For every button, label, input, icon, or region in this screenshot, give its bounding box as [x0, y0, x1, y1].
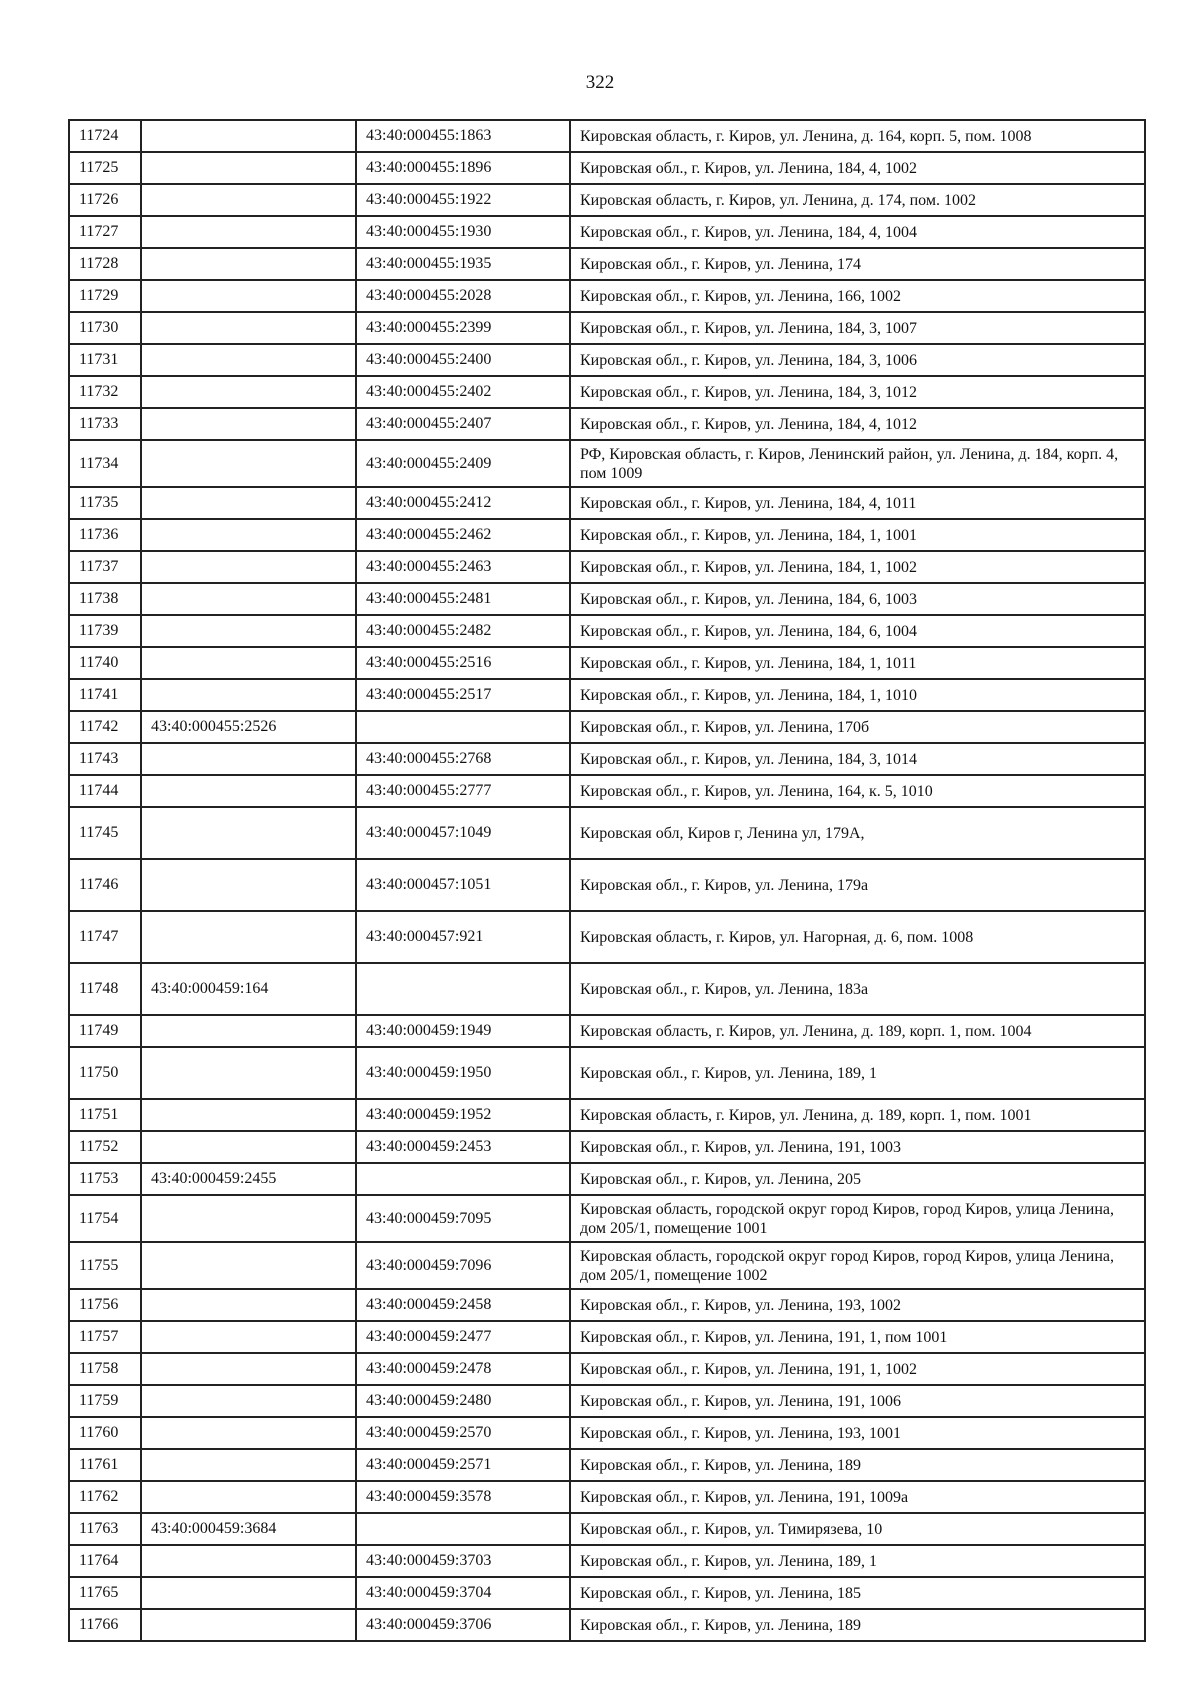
row-number-cell: 11726 — [69, 184, 141, 216]
parcel-cadastral-cell: 43:40:000455:2526 — [141, 711, 356, 743]
table-row — [69, 911, 1145, 963]
table-row — [69, 1577, 1145, 1609]
parcel-cadastral-cell — [141, 1047, 356, 1099]
row-number-cell: 11754 — [69, 1195, 141, 1242]
object-cadastral-cell: 43:40:000455:1863 — [356, 120, 570, 152]
parcel-cadastral-cell — [141, 551, 356, 583]
parcel-cadastral-cell — [141, 519, 356, 551]
parcel-cadastral-cell — [141, 807, 356, 859]
address-cell: Кировская обл., г. Киров, ул. Ленина, 184, 1, 1011 — [570, 647, 1145, 679]
object-cadastral-cell: 43:40:000457:1051 — [356, 859, 570, 911]
row-number-cell: 11733 — [69, 408, 141, 440]
address-cell: Кировская область, г. Киров, ул. Ленина, д. 189, корп. 1, пом. 1004 — [570, 1015, 1145, 1047]
row-number-cell: 11749 — [69, 1015, 141, 1047]
table-row — [69, 280, 1145, 312]
object-cadastral-cell: 43:40:000459:3703 — [356, 1545, 570, 1577]
address-cell: Кировская обл., г. Киров, ул. Ленина, 166, 1002 — [570, 280, 1145, 312]
parcel-cadastral-cell — [141, 487, 356, 519]
object-cadastral-cell: 43:40:000455:2777 — [356, 775, 570, 807]
table-row — [69, 711, 1145, 743]
parcel-cadastral-cell — [141, 1609, 356, 1641]
address-cell: РФ, Кировская область, г. Киров, Ленинский район, ул. Ленина, д. 184, корп. 4, пом 1009 — [570, 440, 1145, 487]
parcel-cadastral-cell — [141, 1481, 356, 1513]
parcel-cadastral-cell — [141, 647, 356, 679]
address-cell: Кировская обл., г. Киров, ул. Ленина, 189 — [570, 1609, 1145, 1641]
object-cadastral-cell: 43:40:000459:1949 — [356, 1015, 570, 1047]
address-cell: Кировская обл., г. Киров, ул. Ленина, 191, 1, 1002 — [570, 1353, 1145, 1385]
row-number-cell: 11751 — [69, 1099, 141, 1131]
row-number-cell: 11746 — [69, 859, 141, 911]
parcel-cadastral-cell — [141, 216, 356, 248]
object-cadastral-cell — [356, 1163, 570, 1195]
row-number-cell: 11765 — [69, 1577, 141, 1609]
object-cadastral-cell: 43:40:000455:2028 — [356, 280, 570, 312]
parcel-cadastral-cell — [141, 1289, 356, 1321]
table-row — [69, 487, 1145, 519]
object-cadastral-cell: 43:40:000455:2399 — [356, 312, 570, 344]
row-number-cell: 11729 — [69, 280, 141, 312]
parcel-cadastral-cell — [141, 1577, 356, 1609]
parcel-cadastral-cell — [141, 1242, 356, 1289]
table-row — [69, 376, 1145, 408]
address-cell: Кировская область, г. Киров, ул. Ленина, д. 174, пом. 1002 — [570, 184, 1145, 216]
row-number-cell: 11745 — [69, 807, 141, 859]
object-cadastral-cell: 43:40:000455:1896 — [356, 152, 570, 184]
parcel-cadastral-cell: 43:40:000459:164 — [141, 963, 356, 1015]
address-cell: Кировская обл., г. Киров, ул. Ленина, 193, 1002 — [570, 1289, 1145, 1321]
table-row — [69, 408, 1145, 440]
address-cell: Кировская обл., г. Киров, ул. Ленина, 184, 3, 1007 — [570, 312, 1145, 344]
object-cadastral-cell: 43:40:000459:2478 — [356, 1353, 570, 1385]
address-cell: Кировская обл., г. Киров, ул. Ленина, 184, 3, 1006 — [570, 344, 1145, 376]
table-row — [69, 1242, 1145, 1289]
address-cell: Кировская обл., г. Киров, ул. Ленина, 184, 1, 1001 — [570, 519, 1145, 551]
address-cell: Кировская обл., г. Киров, ул. Ленина, 191, 1009а — [570, 1481, 1145, 1513]
address-cell: Кировская обл., г. Киров, ул. Ленина, 184, 1, 1002 — [570, 551, 1145, 583]
table-row — [69, 1353, 1145, 1385]
row-number-cell: 11728 — [69, 248, 141, 280]
parcel-cadastral-cell — [141, 679, 356, 711]
row-number-cell: 11756 — [69, 1289, 141, 1321]
row-number-cell: 11760 — [69, 1417, 141, 1449]
parcel-cadastral-cell — [141, 1015, 356, 1047]
table-row — [69, 583, 1145, 615]
parcel-cadastral-cell — [141, 408, 356, 440]
row-number-cell: 11732 — [69, 376, 141, 408]
row-number-cell: 11766 — [69, 1609, 141, 1641]
row-number-cell: 11755 — [69, 1242, 141, 1289]
address-cell: Кировская область, городской округ город Киров, город Киров, улица Ленина, дом 205/1, помещение 1001 — [570, 1195, 1145, 1242]
address-cell: Кировская обл., г. Киров, ул. Ленина, 184, 1, 1010 — [570, 679, 1145, 711]
object-cadastral-cell: 43:40:000459:7096 — [356, 1242, 570, 1289]
table-row — [69, 1321, 1145, 1353]
parcel-cadastral-cell — [141, 440, 356, 487]
registry-body — [69, 120, 1145, 1641]
row-number-cell: 11725 — [69, 152, 141, 184]
parcel-cadastral-cell — [141, 911, 356, 963]
object-cadastral-cell: 43:40:000455:2481 — [356, 583, 570, 615]
object-cadastral-cell — [356, 1513, 570, 1545]
object-cadastral-cell: 43:40:000455:1935 — [356, 248, 570, 280]
table-row — [69, 184, 1145, 216]
object-cadastral-cell: 43:40:000459:2570 — [356, 1417, 570, 1449]
object-cadastral-cell: 43:40:000455:2412 — [356, 487, 570, 519]
object-cadastral-cell: 43:40:000459:2477 — [356, 1321, 570, 1353]
table-row — [69, 1099, 1145, 1131]
parcel-cadastral-cell — [141, 312, 356, 344]
object-cadastral-cell: 43:40:000455:2407 — [356, 408, 570, 440]
object-cadastral-cell: 43:40:000455:2462 — [356, 519, 570, 551]
parcel-cadastral-cell — [141, 859, 356, 911]
address-cell: Кировская обл., г. Киров, ул. Ленина, 189, 1 — [570, 1047, 1145, 1099]
table-row — [69, 807, 1145, 859]
parcel-cadastral-cell — [141, 120, 356, 152]
row-number-cell: 11758 — [69, 1353, 141, 1385]
parcel-cadastral-cell — [141, 1321, 356, 1353]
object-cadastral-cell: 43:40:000455:1922 — [356, 184, 570, 216]
address-cell: Кировская обл., г. Киров, ул. Ленина, 184, 4, 1004 — [570, 216, 1145, 248]
parcel-cadastral-cell — [141, 743, 356, 775]
address-cell: Кировская обл., г. Киров, ул. Ленина, 184, 3, 1014 — [570, 743, 1145, 775]
page-number: 322 — [585, 72, 615, 93]
object-cadastral-cell — [356, 963, 570, 1015]
row-number-cell: 11742 — [69, 711, 141, 743]
table-row — [69, 152, 1145, 184]
parcel-cadastral-cell — [141, 152, 356, 184]
table-row — [69, 775, 1145, 807]
object-cadastral-cell: 43:40:000455:2402 — [356, 376, 570, 408]
object-cadastral-cell: 43:40:000459:3704 — [356, 1577, 570, 1609]
object-cadastral-cell: 43:40:000455:2517 — [356, 679, 570, 711]
table-row — [69, 743, 1145, 775]
row-number-cell: 11764 — [69, 1545, 141, 1577]
table-row — [69, 216, 1145, 248]
table-row — [69, 1417, 1145, 1449]
address-cell: Кировская обл., г. Киров, ул. Ленина, 193, 1001 — [570, 1417, 1145, 1449]
table-row — [69, 344, 1145, 376]
row-number-cell: 11741 — [69, 679, 141, 711]
table-row — [69, 312, 1145, 344]
parcel-cadastral-cell — [141, 1385, 356, 1417]
row-number-cell: 11762 — [69, 1481, 141, 1513]
row-number-cell: 11731 — [69, 344, 141, 376]
row-number-cell: 11750 — [69, 1047, 141, 1099]
table-row — [69, 1131, 1145, 1163]
address-cell: Кировская обл., г. Киров, ул. Ленина, 170б — [570, 711, 1145, 743]
parcel-cadastral-cell — [141, 583, 356, 615]
parcel-cadastral-cell — [141, 1449, 356, 1481]
address-cell: Кировская обл., г. Киров, ул. Ленина, 205 — [570, 1163, 1145, 1195]
parcel-cadastral-cell — [141, 1195, 356, 1242]
row-number-cell: 11763 — [69, 1513, 141, 1545]
address-cell: Кировская обл., г. Киров, ул. Ленина, 179а — [570, 859, 1145, 911]
object-cadastral-cell: 43:40:000455:2400 — [356, 344, 570, 376]
address-cell: Кировская область, г. Киров, ул. Ленина, д. 164, корп. 5, пом. 1008 — [570, 120, 1145, 152]
table-row — [69, 1609, 1145, 1641]
object-cadastral-cell — [356, 711, 570, 743]
table-row — [69, 440, 1145, 487]
row-number-cell: 11737 — [69, 551, 141, 583]
address-cell: Кировская обл., г. Киров, ул. Ленина, 184, 4, 1002 — [570, 152, 1145, 184]
table-row — [69, 551, 1145, 583]
row-number-cell: 11757 — [69, 1321, 141, 1353]
table-row — [69, 1385, 1145, 1417]
table-row — [69, 1513, 1145, 1545]
parcel-cadastral-cell — [141, 1099, 356, 1131]
object-cadastral-cell: 43:40:000459:2571 — [356, 1449, 570, 1481]
table-row — [69, 120, 1145, 152]
object-cadastral-cell: 43:40:000459:1950 — [356, 1047, 570, 1099]
address-cell: Кировская обл., г. Киров, ул. Ленина, 191, 1003 — [570, 1131, 1145, 1163]
row-number-cell: 11738 — [69, 583, 141, 615]
address-cell: Кировская обл., г. Киров, ул. Ленина, 184, 3, 1012 — [570, 376, 1145, 408]
parcel-cadastral-cell: 43:40:000459:3684 — [141, 1513, 356, 1545]
table-row — [69, 615, 1145, 647]
object-cadastral-cell: 43:40:000459:7095 — [356, 1195, 570, 1242]
address-cell: Кировская обл., г. Киров, ул. Ленина, 184, 4, 1012 — [570, 408, 1145, 440]
object-cadastral-cell: 43:40:000457:1049 — [356, 807, 570, 859]
row-number-cell: 11736 — [69, 519, 141, 551]
object-cadastral-cell: 43:40:000455:2482 — [356, 615, 570, 647]
parcel-cadastral-cell — [141, 376, 356, 408]
row-number-cell: 11759 — [69, 1385, 141, 1417]
address-cell: Кировская область, г. Киров, ул. Ленина, д. 189, корп. 1, пом. 1001 — [570, 1099, 1145, 1131]
parcel-cadastral-cell — [141, 1417, 356, 1449]
object-cadastral-cell: 43:40:000455:1930 — [356, 216, 570, 248]
address-cell: Кировская обл., г. Киров, ул. Ленина, 164, к. 5, 1010 — [570, 775, 1145, 807]
object-cadastral-cell: 43:40:000459:3578 — [356, 1481, 570, 1513]
parcel-cadastral-cell — [141, 1353, 356, 1385]
address-cell: Кировская область, г. Киров, ул. Нагорная, д. 6, пом. 1008 — [570, 911, 1145, 963]
parcel-cadastral-cell — [141, 615, 356, 647]
address-cell: Кировская обл., г. Киров, ул. Ленина, 183а — [570, 963, 1145, 1015]
address-cell: Кировская обл., г. Киров, ул. Ленина, 191, 1006 — [570, 1385, 1145, 1417]
parcel-cadastral-cell — [141, 184, 356, 216]
row-number-cell: 11735 — [69, 487, 141, 519]
parcel-cadastral-cell — [141, 344, 356, 376]
address-cell: Кировская обл., г. Киров, ул. Тимирязева, 10 — [570, 1513, 1145, 1545]
object-cadastral-cell: 43:40:000455:2768 — [356, 743, 570, 775]
row-number-cell: 11743 — [69, 743, 141, 775]
table-row — [69, 1015, 1145, 1047]
table-row — [69, 1047, 1145, 1099]
row-number-cell: 11734 — [69, 440, 141, 487]
row-number-cell: 11747 — [69, 911, 141, 963]
row-number-cell: 11748 — [69, 963, 141, 1015]
object-cadastral-cell: 43:40:000459:2453 — [356, 1131, 570, 1163]
table-row — [69, 1545, 1145, 1577]
object-cadastral-cell: 43:40:000459:1952 — [356, 1099, 570, 1131]
address-cell: Кировская обл., г. Киров, ул. Ленина, 174 — [570, 248, 1145, 280]
address-cell: Кировская обл., г. Киров, ул. Ленина, 184, 4, 1011 — [570, 487, 1145, 519]
table-row — [69, 1195, 1145, 1242]
table-row — [69, 248, 1145, 280]
row-number-cell: 11730 — [69, 312, 141, 344]
object-cadastral-cell: 43:40:000455:2409 — [356, 440, 570, 487]
table-row — [69, 679, 1145, 711]
address-cell: Кировская обл., г. Киров, ул. Ленина, 184, 6, 1004 — [570, 615, 1145, 647]
parcel-cadastral-cell — [141, 775, 356, 807]
object-cadastral-cell: 43:40:000459:2458 — [356, 1289, 570, 1321]
row-number-cell: 11753 — [69, 1163, 141, 1195]
table-row — [69, 1481, 1145, 1513]
table-row — [69, 1449, 1145, 1481]
address-cell: Кировская обл, Киров г, Ленина ул, 179А, — [570, 807, 1145, 859]
row-number-cell: 11727 — [69, 216, 141, 248]
parcel-cadastral-cell — [141, 248, 356, 280]
row-number-cell: 11761 — [69, 1449, 141, 1481]
table-row — [69, 859, 1145, 911]
object-cadastral-cell: 43:40:000457:921 — [356, 911, 570, 963]
row-number-cell: 11724 — [69, 120, 141, 152]
parcel-cadastral-cell: 43:40:000459:2455 — [141, 1163, 356, 1195]
object-cadastral-cell: 43:40:000459:2480 — [356, 1385, 570, 1417]
table-row — [69, 963, 1145, 1015]
row-number-cell: 11740 — [69, 647, 141, 679]
table-row — [69, 1163, 1145, 1195]
registry-table — [68, 119, 1146, 1642]
address-cell: Кировская обл., г. Киров, ул. Ленина, 184, 6, 1003 — [570, 583, 1145, 615]
parcel-cadastral-cell — [141, 280, 356, 312]
table-row — [69, 519, 1145, 551]
object-cadastral-cell: 43:40:000455:2463 — [356, 551, 570, 583]
address-cell: Кировская обл., г. Киров, ул. Ленина, 189, 1 — [570, 1545, 1145, 1577]
address-cell: Кировская область, городской округ город Киров, город Киров, улица Ленина, дом 205/1, помещение 1002 — [570, 1242, 1145, 1289]
address-cell: Кировская обл., г. Киров, ул. Ленина, 185 — [570, 1577, 1145, 1609]
row-number-cell: 11752 — [69, 1131, 141, 1163]
table-row — [69, 647, 1145, 679]
object-cadastral-cell: 43:40:000455:2516 — [356, 647, 570, 679]
table-row — [69, 1289, 1145, 1321]
address-cell: Кировская обл., г. Киров, ул. Ленина, 191, 1, пом 1001 — [570, 1321, 1145, 1353]
row-number-cell: 11744 — [69, 775, 141, 807]
parcel-cadastral-cell — [141, 1131, 356, 1163]
address-cell: Кировская обл., г. Киров, ул. Ленина, 189 — [570, 1449, 1145, 1481]
parcel-cadastral-cell — [141, 1545, 356, 1577]
row-number-cell: 11739 — [69, 615, 141, 647]
object-cadastral-cell: 43:40:000459:3706 — [356, 1609, 570, 1641]
